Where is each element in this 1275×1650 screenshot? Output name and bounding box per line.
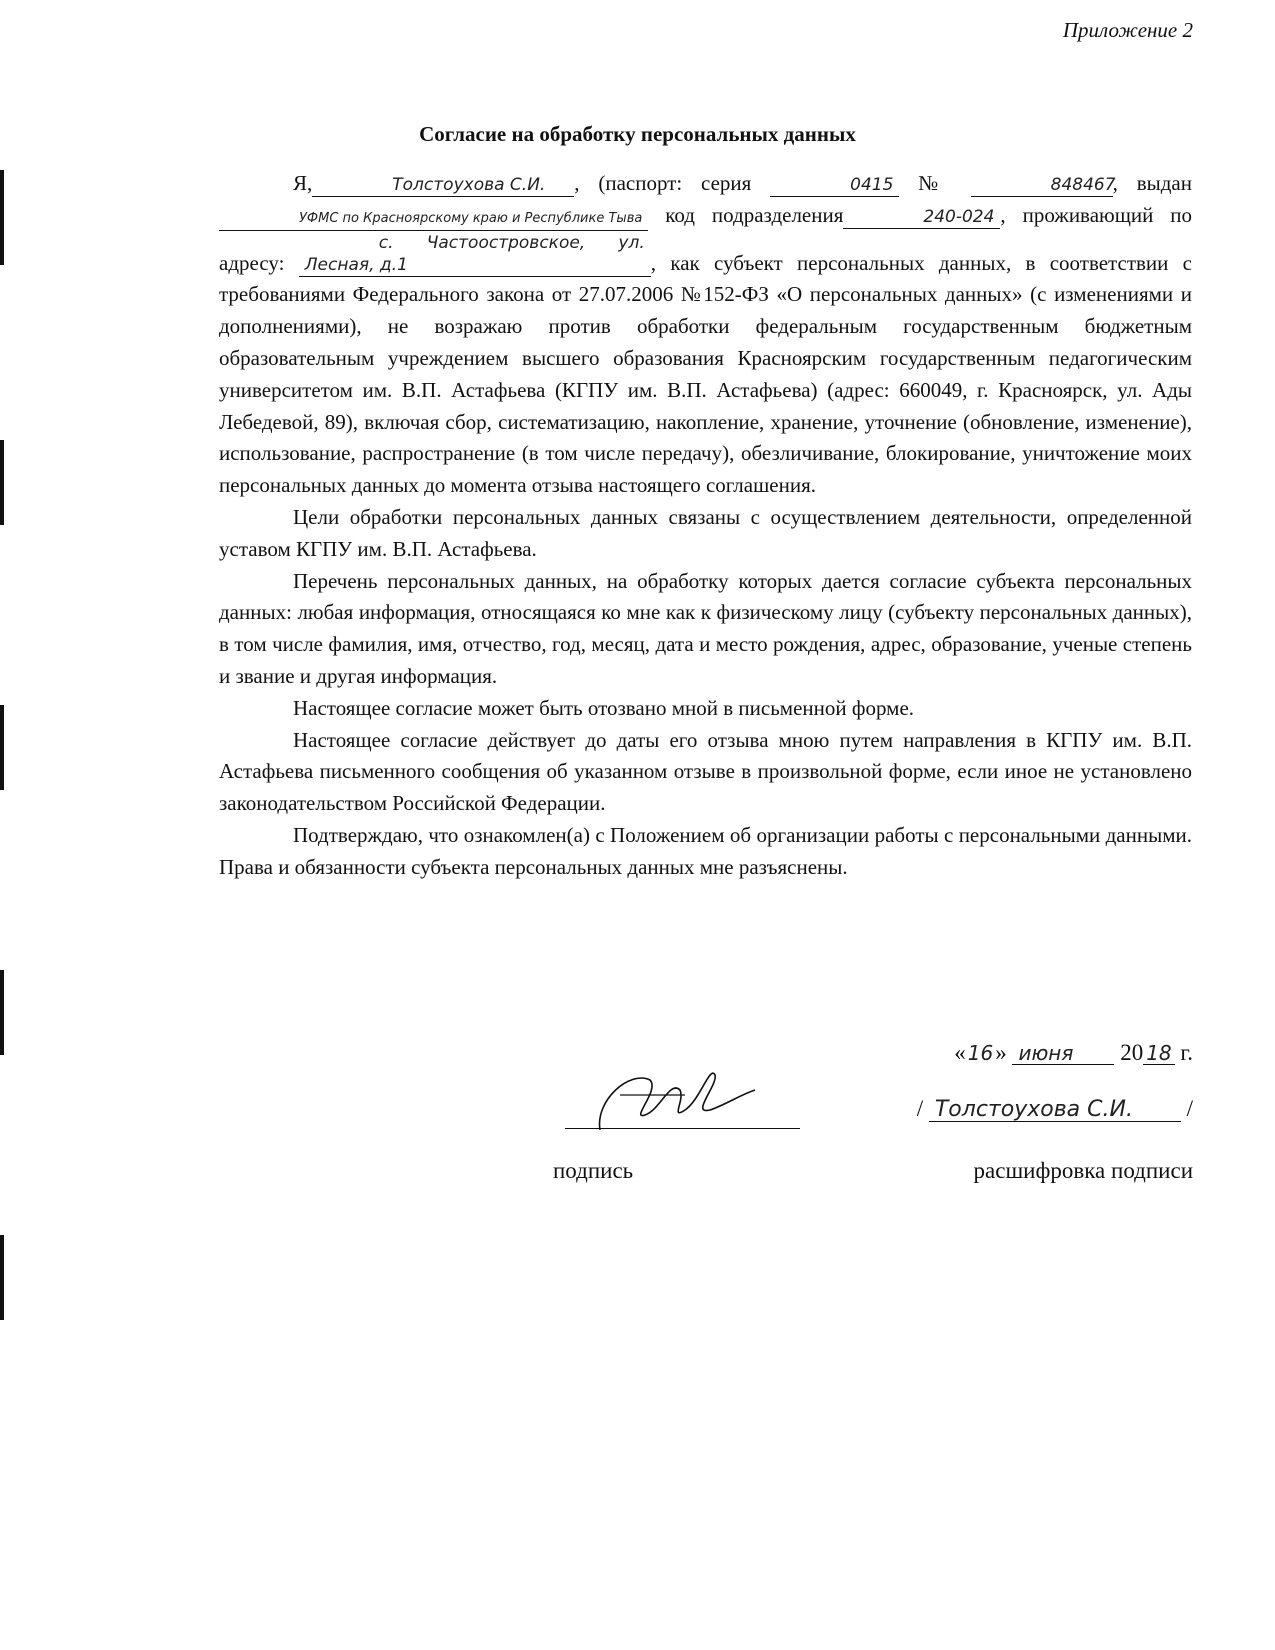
year-prefix: 20 (1120, 1040, 1144, 1065)
issued-label: , выдан (1112, 171, 1192, 195)
consent-paragraph (219, 168, 1192, 502)
acknowledgement-paragraph: Подтверждаю, что ознакомлен(а) с Положением об организации работы с персональными данными. Права и обязанности субъекта персональных данных мне разъяснены. (219, 822, 1192, 879)
date-day-field[interactable]: 16 (967, 1041, 994, 1065)
name-field[interactable]: Толстоухова С.И. (312, 174, 574, 197)
validity-paragraph: Настоящее согласие действует до даты его отзыва мною путем направления в КГПУ им. В.П. Астафьева письменного сообщения об указанном отзыве в произвольной форме, если иное не установлено законодательством Российской Федерации. (219, 727, 1192, 816)
living-label: , проживающий по адресу: (219, 202, 1193, 275)
consent-text: , как субъект персональных данных, в соответствии с требованиями Федерального закона от 27.07.2006 №152-ФЗ «О персональных данных» (с изменениями и дополнениями), не возражаю против обработки федеральным государственным бюджетным образовательным учреждением высшего образования Красноярским государственным педагогическим университетом им. В.П. Астафьева (КГПУ им. В.П. Астафьева) (адрес: 660049, г. Красноярск, ул. Ады Лебедевой, 89), включая сбор, систематизацию, накопление, хранение, уточнение (обновление, изменение), использование, распространение (в том числе передачу), обезличивание, блокирование, уничтожение моих персональных данных до момента отзыва настоящего соглашения. (219, 250, 1193, 498)
revocation-paragraph: Настоящее согласие может быть отозвано мной в письменной форме. (293, 695, 915, 720)
passport-number-field[interactable]: 848467 (971, 174, 1113, 197)
scan-edge-mark (0, 170, 4, 265)
document-body (219, 168, 1192, 884)
scan-edge-mark (0, 440, 4, 525)
date-close-quote: » (995, 1040, 1007, 1065)
code-label: код подразделения (665, 202, 844, 227)
signature-block (0, 1040, 1275, 1200)
scan-edge-mark (0, 1235, 4, 1320)
date-year-field[interactable]: 18 (1143, 1042, 1174, 1065)
issued-by-field[interactable]: УФМС по Красноярскому краю и Республике Тыва (219, 208, 648, 231)
passport-label: , (паспорт: серия (574, 171, 752, 195)
decoding-label: расшифровка подписи (973, 1158, 1193, 1183)
data-list-paragraph: Перечень персональных данных, на обработку которых дается согласие субъекта персональных данных: любая информация, относящаяся ко мне как к физическому лицу (субъекту персональных данных), в том числе фамилия, имя, отчество, год, месяц, дата и место рождения, адрес, образование, ученые степень и звание и другая информация. (219, 568, 1192, 688)
passport-series-field[interactable]: 0415 (770, 174, 899, 197)
date-open-quote: « (954, 1040, 966, 1065)
scan-edge-mark (0, 705, 4, 790)
passport-number-label: № (918, 171, 952, 195)
purpose-paragraph: Цели обработки персональных данных связаны с осуществлением деятельности, определенной уставом КГПУ им. В.П. Астафьева. (219, 504, 1192, 561)
year-unit: г. (1180, 1040, 1193, 1065)
signature-label: подпись (553, 1158, 634, 1183)
document-title: Согласие на обработку персональных данных (419, 122, 856, 146)
signature-line (565, 1128, 800, 1129)
annex-label: Приложение 2 (1062, 18, 1193, 42)
address-field[interactable]: с. Частоостровское, ул. Лесная, д.1 (299, 232, 651, 277)
date-month-field[interactable]: июня (1012, 1042, 1114, 1065)
decoding-field[interactable]: Толстоухова С.И. (929, 1099, 1181, 1122)
date-line (954, 1040, 1193, 1066)
decoding-line (917, 1096, 1193, 1122)
slash-right: / (1186, 1096, 1193, 1121)
slash-left: / (916, 1096, 924, 1121)
text-ya: Я, (293, 171, 313, 195)
code-field[interactable]: 240-024 (843, 206, 1000, 229)
